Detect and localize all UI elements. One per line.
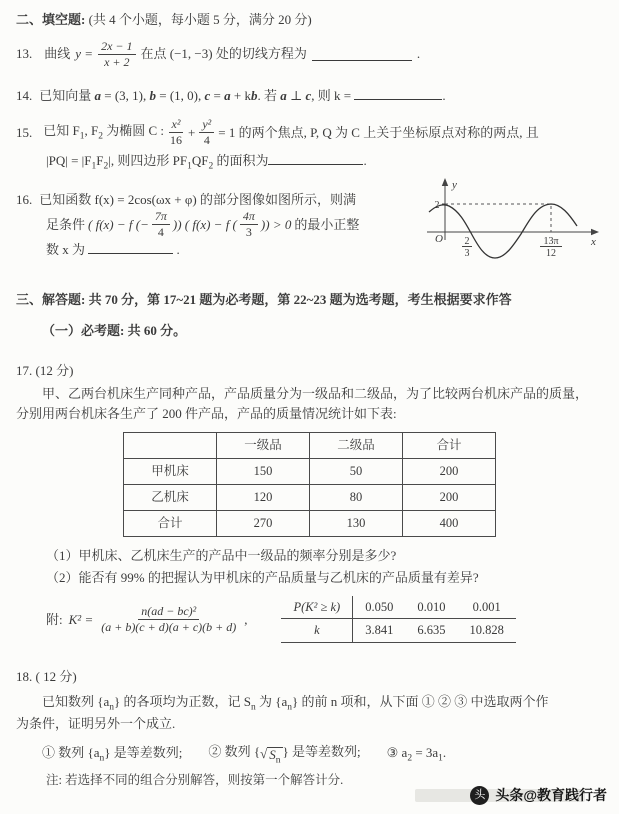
fraction-numerator: n(ad − bc)²: [138, 604, 199, 620]
subscript: n: [287, 702, 293, 713]
table-row: [281, 619, 515, 643]
subscript: n: [275, 755, 281, 766]
q14-number: 14.: [16, 87, 33, 103]
fraction-denominator: 16: [170, 133, 183, 147]
fraction: [98, 39, 135, 70]
table-cell: 0.010: [405, 596, 457, 619]
variable-s: S: [269, 746, 276, 762]
fraction-denominator: 4: [203, 133, 210, 147]
q15-text: F: [96, 153, 104, 168]
table-cell: 合计: [124, 511, 217, 537]
tick-fraction-denominator: 12: [546, 247, 556, 259]
q16-formula: )) > 0: [260, 217, 292, 233]
y-axis-arrow-icon: [442, 178, 448, 186]
fraction-numerator: 7π: [152, 209, 170, 225]
y-tick-label: 2: [434, 199, 440, 211]
tick-fraction-denominator: 3: [464, 247, 470, 259]
table-cell: 130: [310, 511, 403, 537]
q17-paragraph-line2: 分别用两台机床各生产了 200 件产品，产品的质量情况统计如下表:: [16, 405, 397, 421]
condition-3: [387, 743, 447, 766]
vector-c: c: [204, 87, 211, 103]
table-row: [281, 596, 515, 619]
dashed-guides: [445, 204, 551, 232]
q14-text: . 若: [257, 87, 281, 103]
tick-fraction-numerator: 13π: [543, 235, 559, 247]
q18-text: 为 {a: [255, 693, 288, 709]
subscript: 2: [208, 161, 214, 172]
table-cell: 400: [403, 511, 496, 537]
q16-formula: ( f(x) − f (−: [88, 217, 149, 233]
fraction-numerator: 4π: [240, 209, 258, 225]
x-axis-arrow-icon: [591, 229, 599, 235]
critical-value-table: [281, 596, 515, 644]
fraction: [152, 209, 170, 240]
table-cell: 150: [217, 459, 310, 485]
x-axis-label: x: [591, 235, 596, 248]
q13-text2: 在点 (−1, −3) 处的切线方程为: [140, 46, 307, 62]
fraction-denominator: (a + b)(c + d)(a + c)(b + d): [101, 619, 237, 634]
fraction: [168, 117, 184, 148]
q16-line3: [16, 240, 428, 260]
table-cell: 200: [403, 485, 496, 511]
q18-text: } 是等差数列;: [104, 744, 183, 760]
question-13: [16, 39, 603, 70]
fraction-numerator: y²: [199, 117, 214, 133]
answer-blank: [88, 240, 173, 254]
q15-period: .: [363, 153, 367, 168]
answer-blank: [354, 86, 442, 100]
required-subsection-header: （一）必考题: 共 60 分。: [42, 323, 187, 339]
toutiao-logo-icon: 头: [470, 786, 489, 805]
fraction-denominator: x + 2: [104, 54, 130, 69]
vector-c: c: [305, 87, 312, 103]
q15-text: |, 则四边形 PF: [108, 153, 188, 168]
table-cell: 0.050: [353, 596, 406, 619]
q15-text: , F: [84, 123, 99, 139]
appendix-label: 附:: [46, 611, 63, 627]
q16-function-graph: [423, 176, 601, 272]
q18-text: ② 数列 {: [208, 743, 261, 759]
fraction-denominator: 4: [157, 225, 164, 240]
q17-subquestion-1: （1）甲机床、乙机床生产的产品中一级品的频率分别是多少?: [46, 548, 397, 564]
subscript: 2: [407, 753, 413, 764]
q18-text: = 3a: [412, 744, 439, 760]
fraction: [199, 117, 214, 148]
q14-period: .: [442, 87, 446, 103]
tick-fraction-numerator: 2: [464, 235, 470, 247]
q15-text: QF: [191, 153, 209, 168]
subscript: n: [99, 753, 105, 764]
q17-score: (12 分): [35, 362, 74, 378]
table-cell: 10.828: [457, 619, 515, 643]
subscript: n: [109, 702, 115, 713]
table-cell: 合计: [403, 433, 496, 459]
q14-text: =: [210, 87, 225, 103]
vector-b: b: [149, 87, 157, 103]
q16-line2: [16, 209, 428, 240]
table-cell: 6.635: [405, 619, 457, 643]
subscript: 1: [91, 161, 97, 172]
q16-text: 数 x 为: [46, 242, 86, 258]
q15-text: 的面积为: [213, 153, 269, 168]
table-cell: 一级品: [217, 433, 310, 459]
table-cell: 二级品: [310, 433, 403, 459]
q18-text: ① 数列 {a: [42, 744, 100, 760]
q18-number: 18.: [16, 669, 33, 685]
subscript: 1: [79, 131, 85, 142]
q13-period: .: [416, 46, 421, 62]
vector-b: b: [250, 87, 258, 103]
fraction-numerator: x²: [169, 117, 184, 133]
q18-paragraph-line2: 为条件，证明另外一个成立.: [16, 716, 176, 732]
table-cell: [124, 433, 217, 459]
q15-number: 15.: [16, 124, 33, 140]
question-17-header: [16, 361, 603, 381]
q16-text-block: [16, 190, 428, 260]
q16-line1: [16, 190, 428, 210]
table-row: [124, 485, 496, 511]
q14-text: + k: [230, 87, 251, 103]
table-header-row: [124, 433, 496, 459]
q15-text: 为椭圆 C :: [102, 123, 165, 139]
q16-formula: )) ( f(x) − f (: [172, 217, 237, 233]
subscript: 2: [98, 131, 103, 142]
sqrt-radical: [260, 747, 282, 767]
subscript: 1: [438, 753, 443, 764]
q13-text: 曲线: [44, 46, 71, 62]
table-cell: 120: [217, 485, 310, 511]
table-cell: 0.001: [457, 596, 515, 619]
subscript: n: [251, 702, 256, 713]
q13-number: 13.: [16, 46, 33, 62]
question-14: [16, 86, 603, 106]
table-cell: 200: [403, 459, 496, 485]
quality-statistics-table: [123, 432, 496, 537]
q17-subquestion-2: （2）能否有 99% 的把握认为甲机床的产品质量与乙机床的产品质量有差异?: [46, 570, 479, 586]
answer-blank: [312, 47, 412, 61]
q15-text: |PQ| = |F: [46, 153, 92, 168]
subscript: 1: [187, 161, 192, 172]
q17-paragraph-line1: 甲、乙两台机床生产同种产品，产品质量分为一级品和二级品，为了比较两台机床产品的质量，: [42, 386, 589, 402]
comma: ,: [244, 611, 248, 627]
table-total-row: [124, 511, 496, 537]
q18-note: 注: 若选择不同的组合分别解答，则按第一个解答计分.: [46, 773, 344, 788]
fraction: [240, 209, 258, 240]
q16-period: .: [176, 242, 180, 258]
table-cell: 270: [217, 511, 310, 537]
q14-text: , 则 k =: [311, 87, 355, 103]
watermark: [470, 785, 607, 806]
watermark-text: 头条@教育践行者: [495, 787, 607, 803]
q16-text: 的最小正整: [294, 217, 360, 233]
section-title: 二、填空题:: [16, 12, 86, 27]
table-cell: 3.841: [353, 619, 406, 643]
q15-text: = 1 的两个焦点, P, Q 为 C 上关于坐标原点对称的两点, 且: [218, 124, 539, 140]
x-tick-13pi-12: [540, 236, 562, 259]
fraction-numerator: 2x − 1: [98, 39, 135, 55]
table-cell: 80: [310, 485, 403, 511]
condition-2: [208, 742, 360, 767]
plus-sign: +: [188, 124, 196, 140]
answer-section-header: 三、解答题: 共 70 分，第 17~21 题为必考题，第 22~23 题为选考题，考生根据要求作答: [16, 291, 512, 307]
radical-sign-icon: √: [260, 745, 268, 761]
answer-blank: [268, 151, 363, 165]
fraction-denominator: 3: [245, 225, 252, 240]
q18-paragraph-line1: [16, 692, 603, 715]
fraction: [99, 604, 238, 635]
table-cell: 甲机床: [124, 459, 217, 485]
fill-blank-section-header: [16, 10, 603, 30]
x-tick-two-thirds: [462, 236, 472, 259]
table-cell: 50: [310, 459, 403, 485]
origin-label: O: [435, 232, 443, 245]
q15-line2: [16, 151, 603, 174]
q15-text: 已知 F: [43, 123, 80, 139]
q15-text: [43, 121, 164, 144]
q14-text: 已知向量: [39, 87, 95, 103]
q18-text: } 的各项均为正数，记 S: [114, 693, 251, 709]
q18-text: } 是等差数列;: [282, 743, 361, 759]
q18-text: 已知数列 {a: [42, 693, 110, 709]
table-cell: 乙机床: [124, 485, 217, 511]
vector-a: a: [94, 87, 102, 103]
section-meta: (共 4 个小题，每小题 5 分，满分 20 分): [88, 12, 312, 27]
q18-score: ( 12 分): [35, 669, 77, 685]
question-18-header: [16, 667, 603, 687]
q18-text: ③ a: [386, 744, 408, 760]
q13-equation-lhs: y =: [75, 46, 94, 62]
q15-line1: [16, 117, 603, 148]
condition-1: [42, 743, 182, 766]
q17-number: 17.: [16, 362, 33, 378]
q14-text: = (1, 0),: [156, 87, 205, 103]
table-row: [124, 459, 496, 485]
table-cell: k: [281, 619, 352, 643]
q18-text: .: [442, 744, 447, 760]
q14-text: = (3, 1),: [101, 87, 150, 103]
radicand: [267, 747, 282, 767]
perpendicular-symbol: ⊥: [286, 87, 306, 103]
vector-a: a: [224, 87, 231, 103]
k-squared-formula-row: [16, 596, 603, 644]
q16-text: 足条件: [46, 217, 86, 233]
y-axis-label: y: [452, 178, 457, 191]
table-cell: P(K² ≥ k): [281, 596, 352, 619]
question-15: [16, 117, 603, 174]
question-16: [16, 178, 603, 260]
q18-conditions: [16, 742, 603, 767]
subscript: 2: [103, 161, 109, 172]
vector-a: a: [280, 87, 287, 103]
k-squared-lhs: K² =: [68, 611, 94, 627]
q18-text: } 的前 n 项和，从下面 ① ② ③ 中选取两个作: [292, 693, 549, 709]
q16-text: 已知函数 f(x) = 2cos(ωx + φ) 的部分图像如图所示，则满: [39, 191, 356, 207]
q16-number: 16.: [16, 191, 33, 207]
